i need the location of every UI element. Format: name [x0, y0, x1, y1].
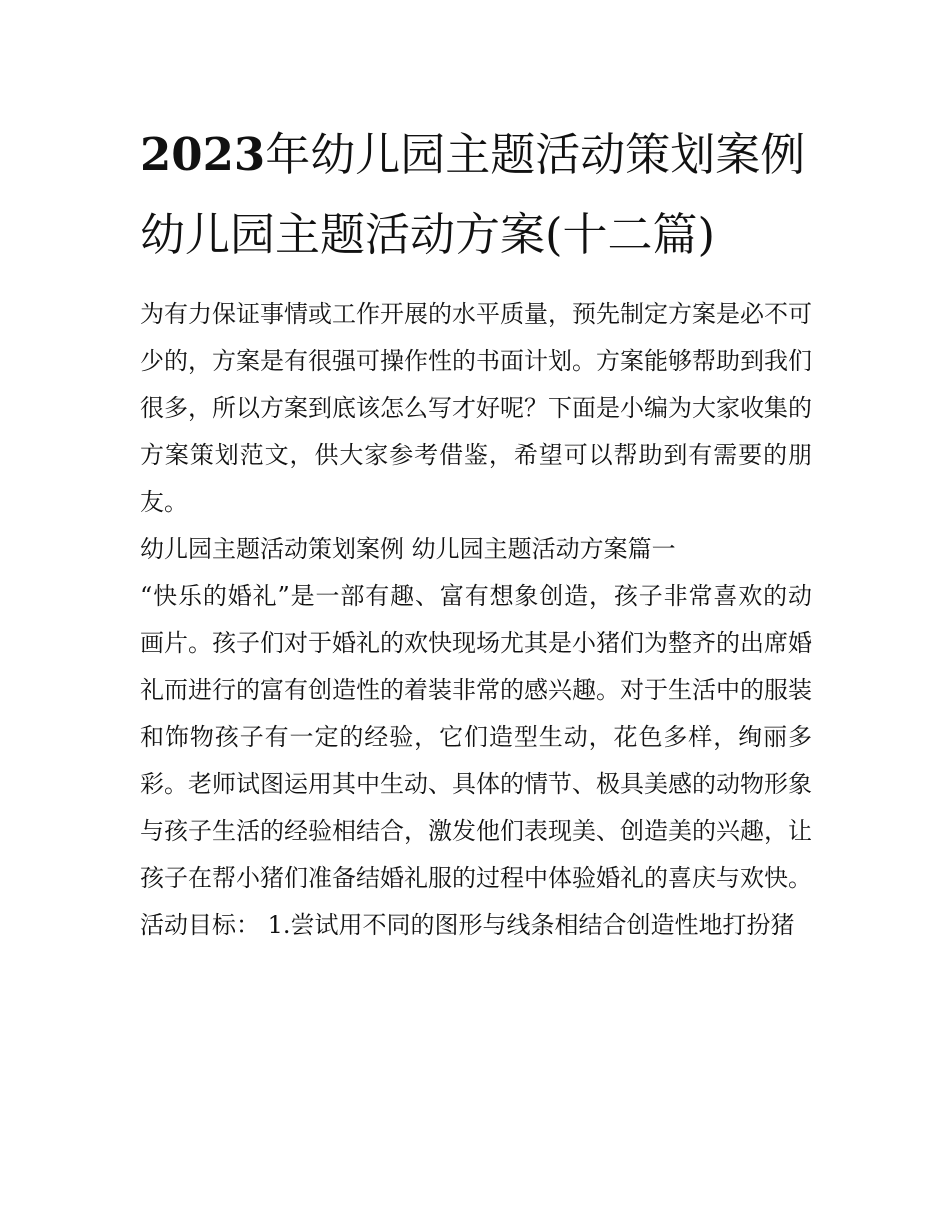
body-paragraph: “快乐的婚礼”是一部有趣、富有想象创造，孩子非常喜欢的动画片。孩子们对于婚礼的欢快现场尤其是小猪们为整齐的出席婚礼而进行的富有创造性的着装非常的感兴趣。对于生活中的服装和饰物孩子有一定的经验，它们造型生动，花色多样，绚丽多彩。老师试图运用其中生动、具体的情节、极具美感的动物形象与孩子生活的经验相结合，激发他们表现美、创造美的兴趣，让孩子在帮小猪们准备结婚礼服的过程中体验婚礼的喜庆与欢快。 — [140, 582, 812, 892]
document-content — [140, 115, 812, 949]
document-title — [140, 115, 812, 275]
activity-goal-line: 活动目标： 1.尝试用不同的图形与线条相结合创造性地打扮猪 — [140, 911, 795, 939]
title-text: 年幼儿园主题活动策划案例 幼儿园主题活动方案(十二篇) — [140, 128, 806, 261]
intro-paragraph: 为有力保证事情或工作开展的水平质量，预先制定方案是必不可少的，方案是有很强可操作性的书面计划。方案能够帮助到我们很多，所以方案到底该怎么写才好呢？下面是小编为大家收集的方案策划范文，供大家参考借鉴，希望可以帮助到有需要的朋友。 — [140, 300, 812, 516]
title-year: 2023 — [140, 128, 266, 181]
document-body — [140, 291, 812, 949]
section-heading: 幼儿园主题活动策划案例 幼儿园主题活动方案篇一 — [140, 535, 676, 563]
